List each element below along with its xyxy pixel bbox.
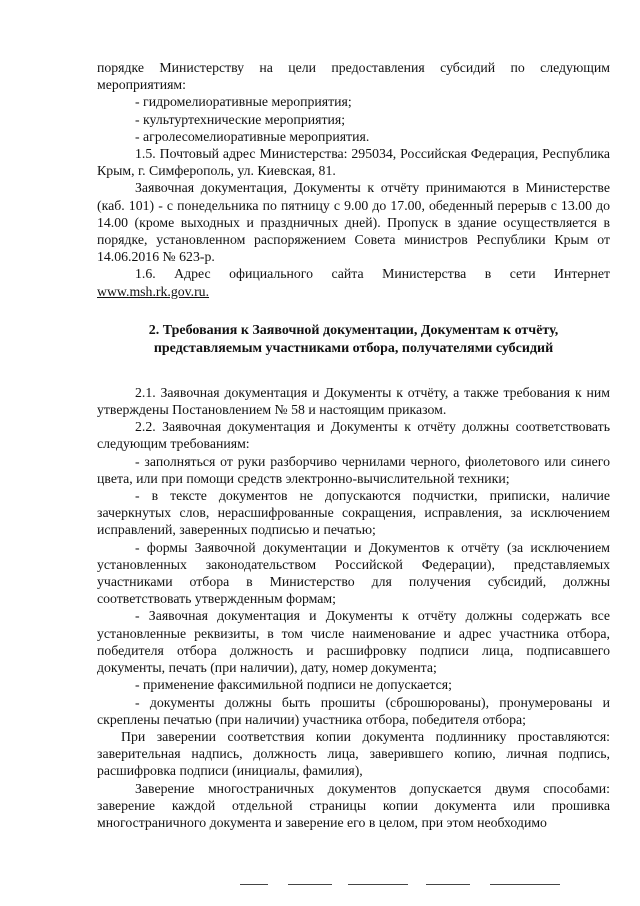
paragraph-copy-certification: При заверении соответствия копии документа подлиннику проставляются: заверительная надпись, должность лица, заверившего копию, личная подпись, расшифровка подписи (инициалы, фамилия), [97,728,610,779]
intro-paragraph: порядке Министерству на цели предоставления субсидий по следующим мероприятиям: [97,60,610,93]
requirement-item: - заполняться от руки разборчиво чернилами черного, фиолетового или синего цвета, или при помощи средств электронно-вычислительной техники; [97,453,610,486]
paragraph-2-1: 2.1. Заявочная документация и Документы к отчёту, а также требования к ним утверждены Постановлением № 58 и настоящим приказом. [97,384,610,418]
intro-bullet-1: - гидромелиоративные мероприятия; [135,94,352,110]
document-body [97,59,610,831]
paragraph-1-5: 1.5. Почтовый адрес Министерства: 295034, Российская Федерация, Республика Крым, г. Симферополь, ул. Киевская, 81. [97,146,610,179]
section-2-title: 2. Требования к Заявочной документации, Документам к отчёту, представляемым участниками отбора, получателями субсидий [148,322,559,356]
scan-edge-lines [240,884,570,888]
paragraph-1-6-text: 1.6. Адрес официального сайта Министерства в сети Интернет [135,266,610,282]
website-link[interactable]: www.msh.rk.gov.ru. [97,283,210,299]
intro-bullet-2: - культуртехнические мероприятия; [135,111,346,127]
requirement-item: - документы должны быть прошиты (сброшюрованы), пронумерованы и скреплены печатью (при наличии) участника отбора, победителя отбора; [97,694,610,727]
requirement-item: - в тексте документов не допускаются подчистки, приписки, наличие зачеркнутых слов, нерасшифрованные сокращения, исправления, за исключением исправлений, заверенных подписью и печатью; [97,488,610,538]
paragraph-1-5-hours: Заявочная документация, Документы к отчёту принимаются в Министерстве (каб. 101) - с понедельника по пятницу с 9.00 до 17.00, обеденный перерыв с 13.00 до 14.00 (кроме выходных и праздничных дней). Пропуск в здание осуществляется в порядке, установленном распоряжением Совета министров Республики Крым от 14.06.2016 № 623-р. [97,180,610,265]
paragraph-multipage-certification: Заверение многостраничных документов допускается двумя способами: заверение каждой отдельной страницы копии документа или прошивка многостраничного документа и заверение его в целом, при этом необходимо [97,780,610,830]
requirement-item: - применение факсимильной подписи не допускается; [135,677,452,693]
paragraph-1-6 [97,265,610,299]
requirement-item: - Заявочная документация и Документы к отчёту должны содержать все установленные реквизиты, в том числе наименование и адрес участника отбора, победителя отбора должность и расшифровку подписи лица, подписавшего документы, печать (при наличии), дату, номер документа; [97,608,610,676]
paragraph-2-2: 2.2. Заявочная документация и Документы к отчёту должны соответствовать следующим требованиям: [97,419,610,452]
intro-bullet-3: - агролесомелиоративные мероприятия. [135,128,370,144]
requirement-item: - формы Заявочной документации и Документов к отчёту (за исключением установленных законодательством Российской Федерации), представляемых участниками отбора в Министерство для получения субсидий, должны соответствовать утвержденным формам; [97,539,610,607]
